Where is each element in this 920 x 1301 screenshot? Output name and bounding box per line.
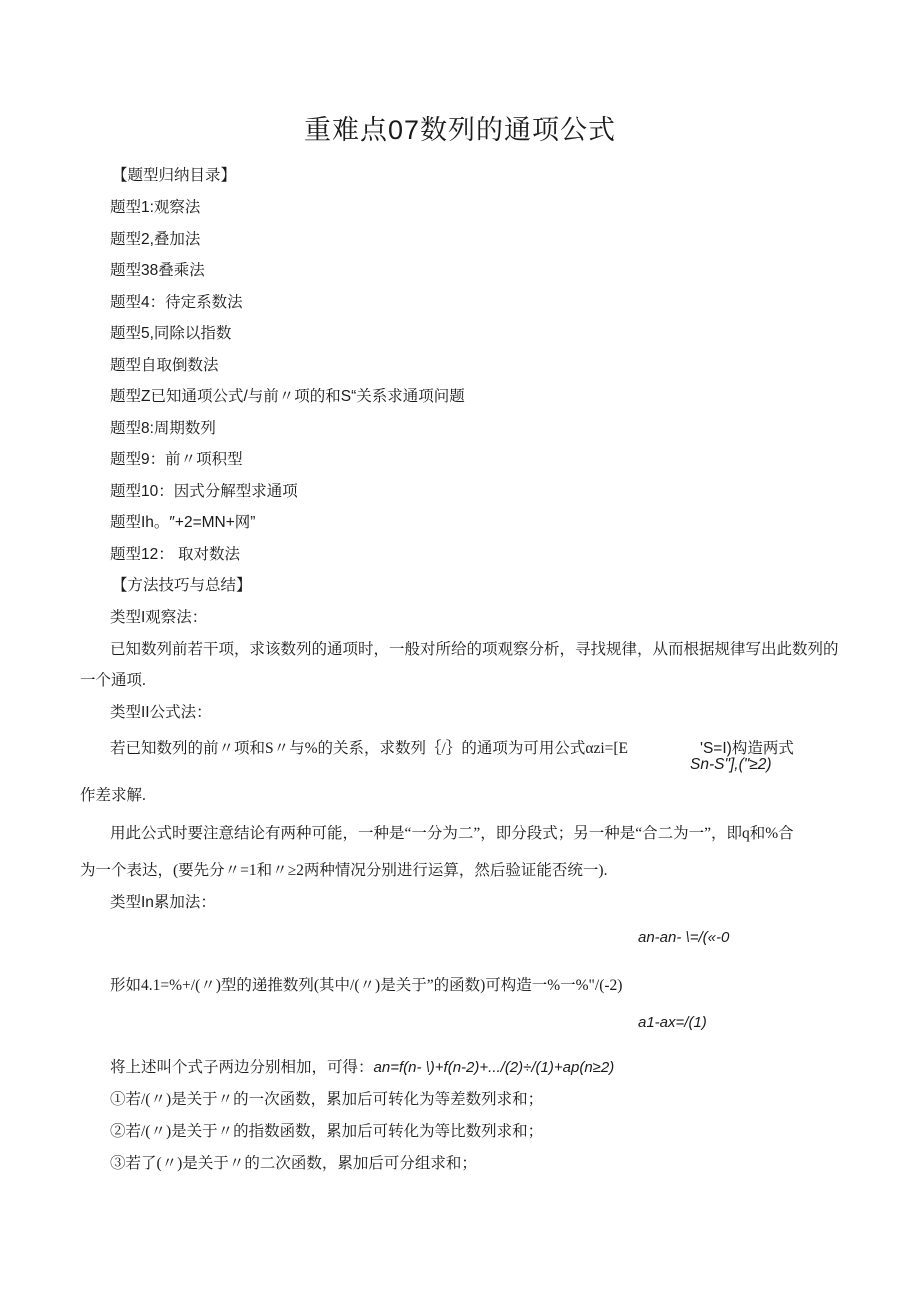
toc-item-4: 题型4：待定系数法 <box>110 294 243 311</box>
type3-line2-formula: an=f(n- \)+f(n-2)+.../(2)÷/(1)+ap(n≥2) <box>373 1059 615 1076</box>
toc-heading: 【题型归纳目录】 <box>112 167 237 184</box>
methods-heading: 【方法技巧与总结】 <box>112 577 252 594</box>
type3-formula-2: a1-ax=/(1) <box>638 1014 707 1031</box>
type1-heading: 类型I观察法： <box>110 609 208 626</box>
toc-item-3: 题型38叠乘法 <box>110 262 205 279</box>
toc-item-7: 题型Z已知通项公式/与前〃项的和S“关系求通项问题 <box>110 388 465 405</box>
toc-item-8: 题型8:周期数列 <box>110 420 216 437</box>
toc-item-11: 题型Ih。″+2=MN+网” <box>110 514 256 531</box>
type3-heading: 类型In累加法： <box>110 894 216 911</box>
type3-line1: 形如4.1=%+/(〃)型的递推数列(其中/(〃)是关于”的函数)可构造一%一%"/(-2) <box>110 977 623 994</box>
type2-line3: 用此公式时要注意结论有两种可能，一种是“一分为二”，即分段式；另一种是“合二为一”，即q和%合 <box>110 825 794 842</box>
toc-item-6: 题型自取倒数法 <box>110 357 219 374</box>
page-title: 重难点07数列的通项公式 <box>303 115 617 145</box>
toc-item-2: 题型2,叠加法 <box>110 231 201 248</box>
toc-item-10: 题型10：因式分解型求通项 <box>110 483 298 500</box>
type3-item-1: ①若/(〃)是关于〃的一次函数，累加后可转化为等差数列求和； <box>110 1091 544 1108</box>
toc-item-1: 题型1:观察法 <box>110 199 201 216</box>
type2-line1: 若已知数列的前〃项和S〃与%的关系，求数列｛/｝的通项为可用公式αzi=[E <box>110 740 629 757</box>
type3-line2 <box>110 1055 614 1077</box>
type2-piecewise-top: 'S=I)构造两式 <box>700 740 794 757</box>
type2-line2: 作差求解. <box>80 787 146 804</box>
type3-item-3: ③若了(〃)是关于〃的二次函数，累加后可分组求和； <box>110 1155 477 1172</box>
type2-piecewise-bottom: Sn-S"],("≥2) <box>690 756 772 773</box>
toc-item-9: 题型9：前〃项积型 <box>110 451 243 468</box>
type3-item-2: ②若/(〃)是关于〃的指数函数，累加后可转化为等比数列求和； <box>110 1123 544 1140</box>
toc-item-12: 题型12： 取对数法 <box>110 546 241 563</box>
type1-line1: 已知数列前若干项，求该数列的通项时，一般对所给的项观察分析，寻找规律，从而根据规律写出此数列的 <box>110 641 839 658</box>
type2-line4: 为一个表达，(要先分〃=1和〃≥2两种情况分别进行运算，然后验证能否统一). <box>80 862 608 879</box>
toc-item-5: 题型5,同除以指数 <box>110 325 232 342</box>
type3-line2-prefix: 将上述叫个式子两边分别相加，可得： <box>110 1059 374 1076</box>
type2-heading: 类型II公式法： <box>110 704 212 721</box>
type1-line2: 一个通项. <box>80 672 146 689</box>
type3-formula-1: an-an- \=/(«-0 <box>638 929 730 946</box>
